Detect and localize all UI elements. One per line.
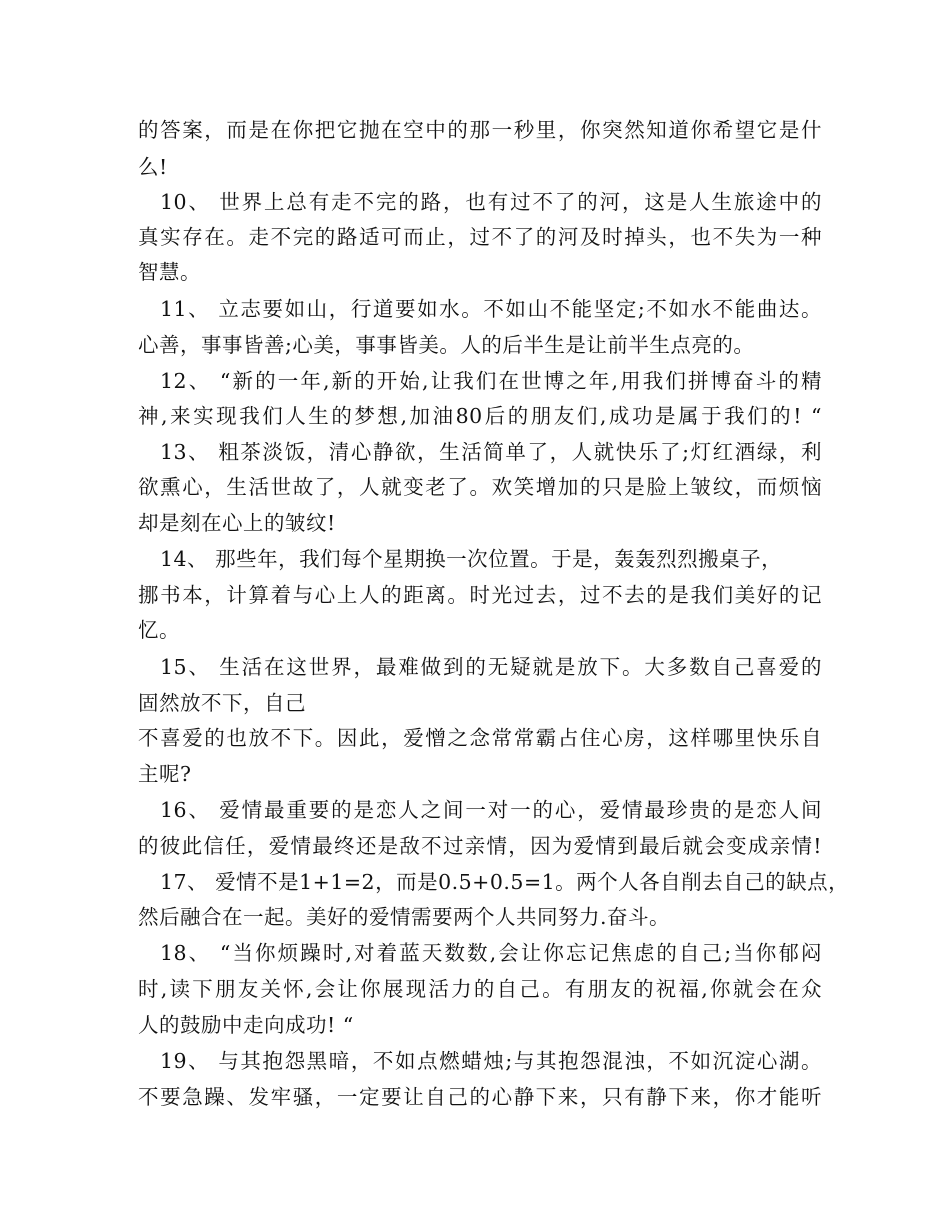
text-line-13: 14、 那些年，我们每个星期换一次位置。于是，轰轰烈烈搬桌子， — [160, 547, 783, 571]
text-line-24: 18、 “当你烦躁时,对着蓝天数数,会让你忘记焦虑的自己;当你郁闷 — [160, 941, 822, 965]
text-line-10: 13、 粗茶淡饭，清心静欲，生活简单了，人就快乐了;灯红酒绿，利 — [160, 440, 822, 464]
text-line-14: 挪书本，计算着与心上人的距离。时光过去，过不去的是我们美好的记 — [138, 583, 822, 607]
text-line-25: 时,读下朋友关怀,会让你展现活力的自己。有朋友的祝福,你就会在众 — [138, 977, 822, 1001]
text-line-7: 心善，事事皆善;心美，事事皆美。人的后半生是让前半生点亮的。 — [138, 333, 755, 357]
text-line-5: 智慧。 — [138, 260, 201, 284]
text-line-8: 12、 “新的一年,新的开始,让我们在世博之年,用我们拼博奋斗的精 — [160, 369, 822, 393]
text-line-3: 10、 世界上总有走不完的路，也有过不了的河，这是人生旅途中的 — [160, 190, 822, 214]
text-line-15: 忆。 — [138, 618, 180, 642]
text-line-22: 17、 爱情不是1+1=2，而是0.5+0.5=1。两个人各自削去自己的缺点， — [160, 870, 850, 894]
text-line-12: 却是刻在心上的皱纹! — [138, 511, 336, 535]
text-line-21: 的彼此信任，爱情最终还是敌不过亲情，因为爱情到最后就会变成亲情! — [138, 834, 822, 858]
text-line-26: 人的鼓励中走向成功! “ — [138, 1013, 354, 1037]
text-line-19: 主呢? — [138, 762, 192, 786]
text-line-16: 15、 生活在这世界，最难做到的无疑就是放下。大多数自己喜爱的 — [160, 655, 822, 679]
text-line-6: 11、 立志要如山，行道要如水。不如山不能坚定;不如水不能曲达。 — [160, 297, 822, 321]
text-line-27: 19、 与其抱怨黑暗，不如点燃蜡烛;与其抱怨混浊，不如沉淀心湖。 — [160, 1049, 822, 1073]
text-line-23: 然后融合在一起。美好的爱情需要两个人共同努力.奋斗。 — [138, 905, 671, 929]
text-line-18: 不喜爱的也放不下。因此，爱憎之念常常霸占住心房，这样哪里快乐自 — [138, 726, 822, 750]
text-line-20: 16、 爱情最重要的是恋人之间一对一的心，爱情最珍贵的是恋人间 — [160, 798, 822, 822]
text-line-1: 的答案，而是在你把它抛在空中的那一秒里，你突然知道你希望它是什 — [138, 118, 822, 142]
text-line-9: 神,来实现我们人生的梦想,加油80后的朋友们,成功是属于我们的! “ — [138, 404, 822, 428]
text-line-28: 不要急躁、发牢骚，一定要让自己的心静下来，只有静下来，你才能听 — [138, 1085, 822, 1109]
text-line-17: 固然放不下，自己 — [138, 691, 306, 715]
text-line-4: 真实存在。走不完的路适可而止，过不了的河及时掉头，也不失为一种 — [138, 225, 822, 249]
text-line-2: 么! — [138, 155, 168, 179]
text-line-11: 欲熏心，生活世故了，人就变老了。欢笑增加的只是脸上皱纹，而烦恼 — [138, 475, 822, 499]
